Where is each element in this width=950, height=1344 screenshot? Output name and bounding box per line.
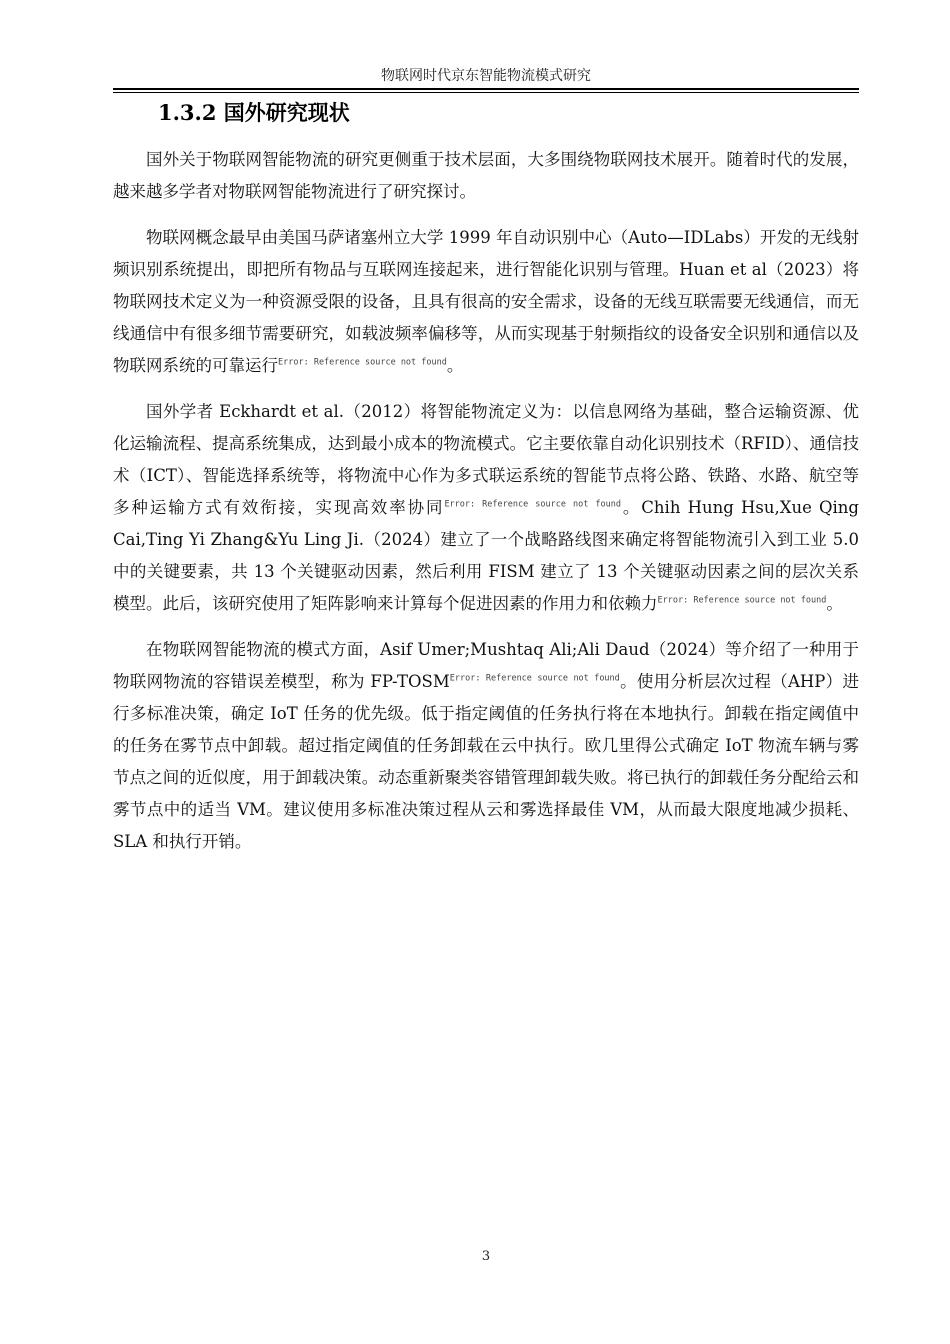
- reference-error-marker: Error: Reference source not found: [449, 673, 620, 684]
- page-number: 3: [481, 1249, 491, 1264]
- reference-error-marker: Error: Reference source not found: [657, 595, 827, 606]
- paragraph-4-text-continued: 。使用分析层次过程（AHP）进行多标准决策，确定 IoT 任务的优先级。低于指定阈值的任务执行将在本地执行。卸载在指定阈值中的任务在雾节点中卸载。超过指定阈值的任务卸载在云中执行。欧几里得公式确定 IoT 物流车辆与雾节点之间的近似度，用于卸载决策。动态重新聚类容错管理卸载失败。将已执行的卸载任务分配给云和雾节点中的适当 VM。建议使用多标准决策过程从云和雾选择最佳 VM，从而最大限度地减少损耗、SLA 和执行开销。: [113, 672, 859, 851]
- reference-error-marker: Error: Reference source not found: [278, 357, 447, 368]
- header-rule-thin: [113, 92, 859, 93]
- paragraph-3-text-continued: 。Chih Hung Hsu,Xue Qing Cai,Ting Yi Zhang&Yu Ling Ji.（2024）建立了一个战略路线图来确定将智能物流引入到工业 5.0 中的关键要素，共 13 个关键驱动因素，然后利用 FISM 建立了 13 个关键驱动因素之间的层次关系模型。此后，该研究使用了矩阵影响来计算每个促进因素的作用力和依赖力: [113, 498, 859, 613]
- paragraph-2-end: 。: [446, 356, 464, 375]
- paragraph-2: [113, 222, 859, 382]
- paragraph-1-text: 国外关于物联网智能物流的研究更侧重于技术层面，大多围绕物联网技术展开。随着时代的发展，越来越多学者对物联网智能物流进行了研究探讨。: [113, 150, 859, 201]
- paragraph-3-text: 国外学者 Eckhardt et al.（2012）将智能物流定义为：以信息网络为基础，整合运输资源、优化运输流程、提高系统集成，达到最小成本的物流模式。它主要依靠自动化识别技术（RFID）、通信技术（ICT）、智能选择系统等，将物流中心作为多式联运系统的智能节点将公路、铁路、水路、航空等多种运输方式有效衔接，实现高效率协同: [113, 402, 859, 517]
- reference-error-marker: Error: Reference source not found: [444, 499, 621, 510]
- section-heading: 1.3.2 国外研究现状: [158, 100, 350, 125]
- paragraph-3: [113, 396, 859, 620]
- paragraph-1: [113, 144, 859, 208]
- paragraph-3-end: 。: [826, 594, 843, 613]
- body-text: [113, 144, 859, 872]
- page-header-title: 物联网时代京东智能物流模式研究: [381, 68, 591, 84]
- paragraph-4: [113, 634, 859, 858]
- paragraph-4-text: 在物联网智能物流的模式方面，Asif Umer;Mushtaq Ali;Ali Daud（2024）等介绍了一种用于物联网物流的容错误差模型，称为 FP-TOSM: [113, 640, 859, 691]
- paragraph-2-text: 物联网概念最早由美国马萨诸塞州立大学 1999 年自动识别中心（Auto—IDLabs）开发的无线射频识别系统提出，即把所有物品与互联网连接起来，进行智能化识别与管理。Huan et al（2023）将物联网技术定义为一种资源受限的设备，且具有很高的安全需求，设备的无线互联需要无线通信，而无线通信中有很多细节需要研究，如载波频率偏移等，从而实现基于射频指纹的设备安全识别和通信以及物联网系统的可靠运行: [113, 228, 859, 375]
- header-rule-thick: [113, 88, 859, 90]
